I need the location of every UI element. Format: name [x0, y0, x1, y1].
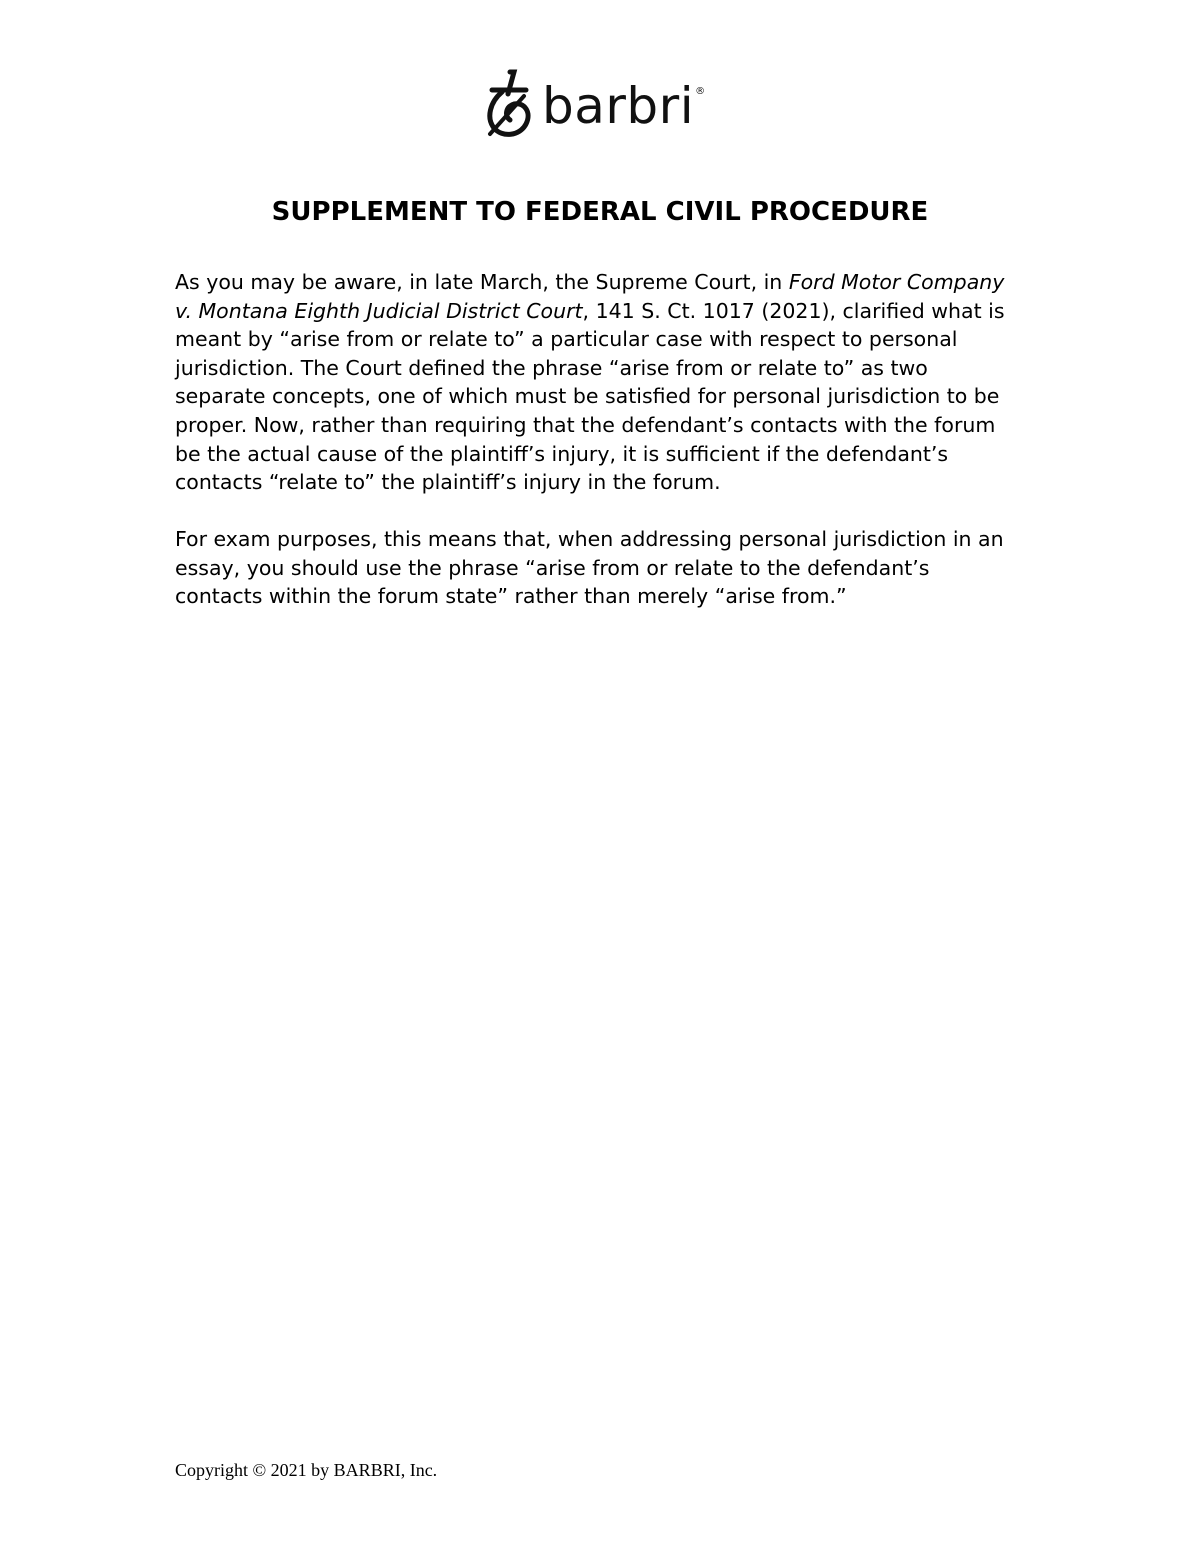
copyright-footer: Copyright © 2021 by BARBRI, Inc.	[175, 1460, 438, 1480]
document-title: SUPPLEMENT TO FEDERAL CIVIL PROCEDURE	[271, 197, 929, 227]
paragraph-1-line-5: separate concepts, one of which must be satisfied for personal jurisdiction to be	[175, 384, 1000, 409]
text-span: , 141 S. Ct. 1017 (2021), clarified what is	[582, 298, 1005, 323]
registered-mark: ®	[695, 86, 706, 97]
text-span: As you may be aware, in late March, the Supreme Court, in	[175, 270, 789, 294]
case-name-italic: Ford Motor Company	[788, 270, 1005, 294]
paragraph-2-line-2: essay, you should use the phrase “arise from or relate to the defendant’s	[175, 555, 930, 580]
case-name-italic: v. Montana Eighth Judicial District Court	[175, 298, 583, 323]
paragraph-1-line-4: jurisdiction. The Court defined the phrase “arise from or relate to” as two	[175, 355, 928, 380]
paragraph-2-line-1: For exam purposes, this means that, when addressing personal jurisdiction in an	[175, 527, 1004, 551]
paragraph-1-line-8: contacts “relate to” the plaintiff’s injury in the forum.	[175, 470, 721, 495]
paragraph-1-line-6: proper. Now, rather than requiring that the defendant’s contacts with the forum	[175, 412, 996, 437]
paragraph-1-line-7: be the actual cause of the plaintiff’s injury, it is sufficient if the defendant’s	[175, 441, 949, 466]
paragraph-1	[175, 268, 1035, 497]
paragraph-1-line-1	[175, 268, 1035, 297]
logo-wordmark: barbri®	[542, 77, 706, 135]
barbri-logo-icon	[480, 66, 538, 142]
paragraph-1-line-2	[175, 297, 1035, 326]
paragraph-1-line-3: meant by “arise from or relate to” a particular case with respect to personal	[175, 327, 958, 352]
paragraph-2-line-3: contacts within the forum state” rather than merely “arise from.”	[175, 584, 847, 609]
paragraph-2	[175, 525, 1035, 611]
barbri-logo	[480, 66, 720, 142]
